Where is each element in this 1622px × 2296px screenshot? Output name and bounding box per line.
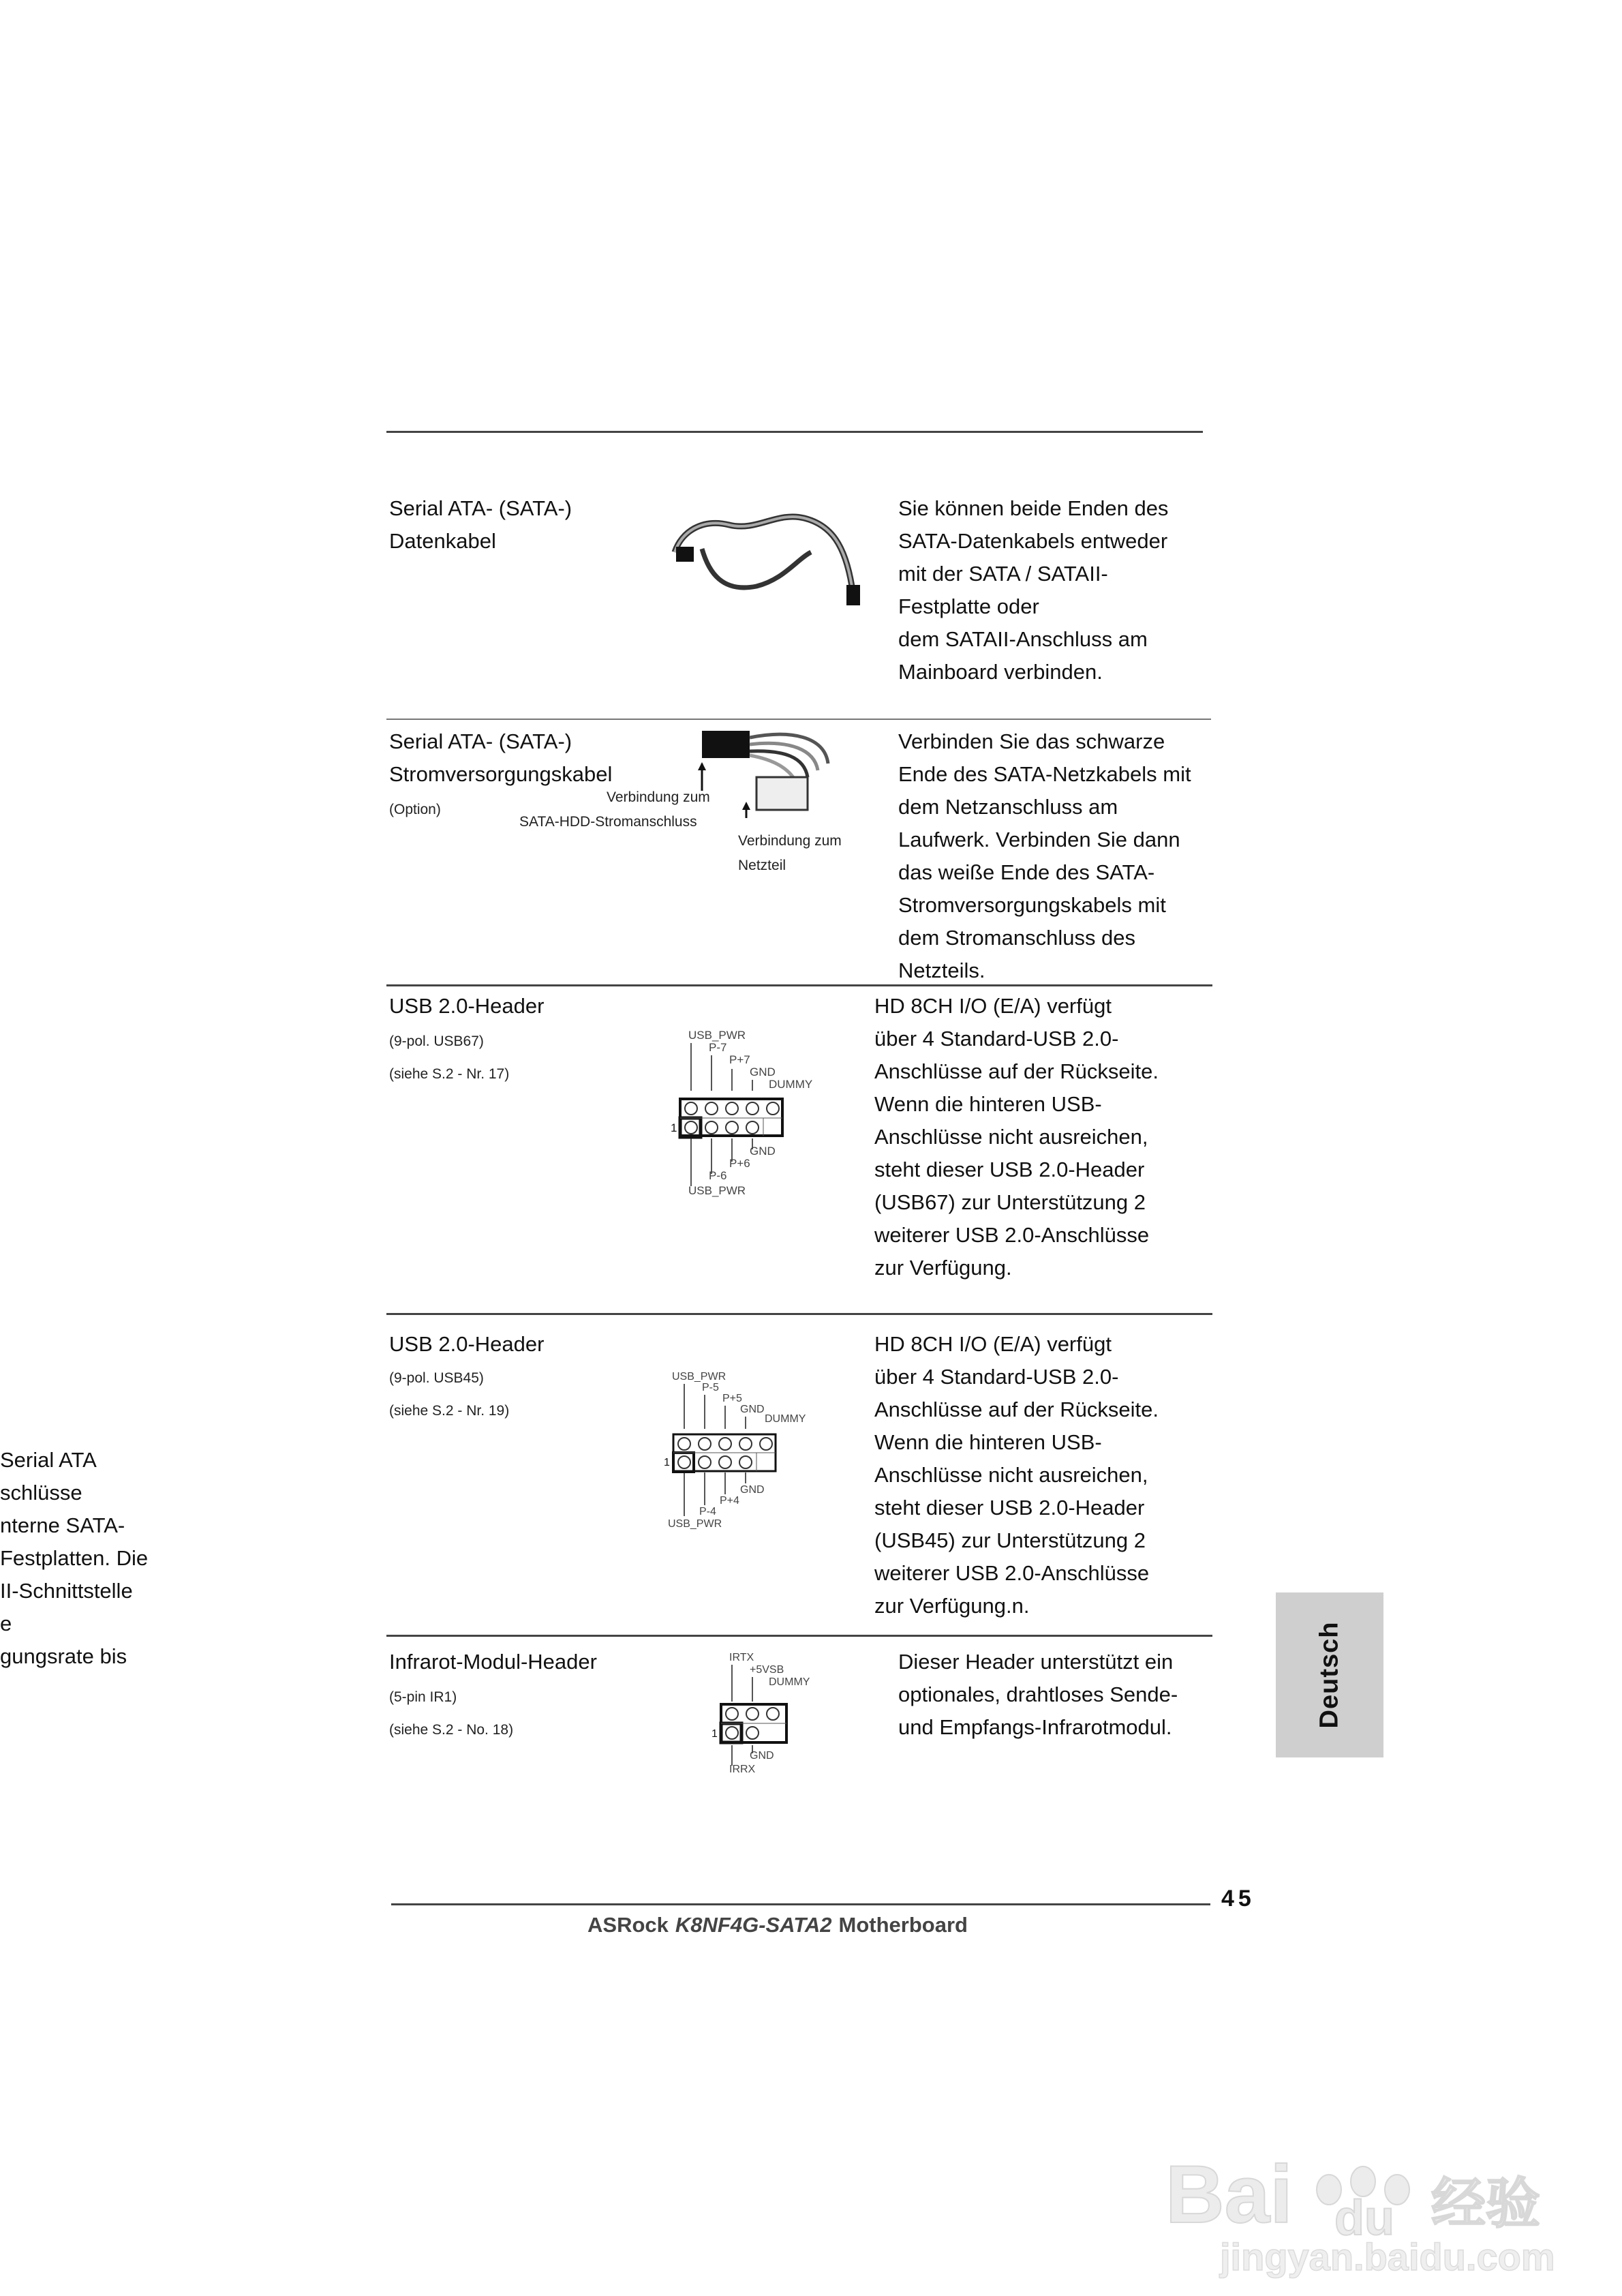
pin-label: P+5 [722,1393,742,1404]
language-tab [1276,1592,1383,1757]
top-rule [386,431,1203,433]
section-title: USB 2.0-Header [389,1332,545,1356]
pin-label: +5VSB [750,1664,784,1676]
footer-text [587,1913,968,1937]
pin-one-label: 1 [671,1121,677,1134]
pin-label: USB_PWR [688,1184,746,1197]
pin-label: P-7 [709,1041,727,1054]
section-note: (5-pin IR1) [389,1689,457,1705]
section-title: USB 2.0-Header [389,994,545,1018]
section-description: HD 8CH I/O (E/A) verfügt über 4 Standard-USB 2.0- Anschlüsse auf der Rückseite. Wenn die hinteren USB- Anschlüsse nicht ausreichen, steht dieser USB 2.0-Header (USB45) zur Unterstützung 2 weiterer USB 2.0-Anschlüsse zur Verfügung.n. [874,1332,1159,1618]
usb-header-pinout [661,1363,845,1541]
callout-hdd: SATA-HDD-Stromanschluss [519,814,697,830]
section-note: (9-pol. USB45) [389,1370,484,1386]
sata-power-cable-image [688,723,866,818]
watermark-cn: 经验 [1431,2172,1540,2235]
pin-one-label: 1 [664,1457,670,1468]
pin-label: GND [750,1750,774,1762]
pin-label: DUMMY [765,1413,806,1425]
pin-label: P-5 [702,1382,719,1393]
pin-label: GND [750,1066,776,1078]
section-title: Serial ATA- (SATA-) [389,729,572,753]
pin-label: P-4 [699,1506,716,1517]
callout-psu: Netzteil [738,858,786,873]
section-subtitle: Stromversorgungskabel [389,762,613,786]
pin-label: IRRX [729,1764,756,1775]
usb-header-pinout [668,1023,852,1207]
section-title: Infrarot-Modul-Header [389,1650,597,1674]
section-note: (9-pol. USB67) [389,1033,484,1049]
section-divider [386,984,1212,986]
callout-psu: Verbindung zum [738,833,842,849]
section-divider [386,1635,1212,1637]
section-title: Serial ATA- (SATA-) [389,496,572,520]
section-divider [386,719,1211,720]
section-note: (siehe S.2 - No. 18) [389,1722,514,1738]
baidu-watermark [1159,2147,1581,2284]
language-tab-label: Deutsch [1315,1621,1344,1729]
pin-label: USB_PWR [668,1518,722,1530]
pin-label: P+7 [729,1053,750,1066]
pin-label: IRTX [729,1652,754,1663]
section-note: (siehe S.2 - Nr. 17) [389,1066,510,1082]
section-note: (siehe S.2 - Nr. 19) [389,1403,510,1419]
pin-label: P+6 [729,1157,750,1170]
callout-hdd: Verbindung zum [607,789,710,805]
footer-brand: ASRock [587,1913,669,1937]
section-description: Sie können beide Enden des SATA-Datenkabels entweder mit der SATA / SATAII- Festplatte oder dem SATAII-Anschluss am Mainboard verbinden. [898,496,1169,684]
footer-rule [391,1903,1210,1905]
footer-model: K8NF4G-SATA2 [675,1913,832,1937]
pin-label: GND [740,1484,765,1496]
section-subtitle: Datenkabel [389,529,496,553]
pin-label: DUMMY [769,1676,810,1688]
ir-header-pinout [709,1650,859,1786]
pin-label: P+4 [720,1495,739,1507]
section-divider [386,1313,1212,1315]
pin-label: GND [740,1404,765,1415]
pin-label: GND [750,1145,776,1158]
pin-label: DUMMY [769,1078,813,1091]
pin-label: USB_PWR [688,1029,746,1042]
section-note: (Option) [389,802,441,817]
pin-label: P-6 [709,1169,727,1182]
pin-one-label: 1 [711,1728,718,1740]
section-description: HD 8CH I/O (E/A) verfügt über 4 Standard-USB 2.0- Anschlüsse auf der Rückseite. Wenn die hinteren USB- Anschlüsse nicht ausreichen, steht dieser USB 2.0-Header (USB67) zur Unterstützung 2 weiterer USB 2.0-Anschlüsse zur Verfügung. [874,994,1159,1280]
left-fragment: Serial ATA schlüsse nterne SATA- Festplatten. Die II-Schnittstelle e gungsrate bis [0,1448,149,1668]
pin-label: USB_PWR [672,1371,726,1383]
section-description: Verbinden Sie das schwarze Ende des SATA-Netzkabels mit dem Netzanschluss am Laufwerk. Verbinden Sie dann das weiße Ende des SATA- Stromversorgungskabels mit dem Stromanschluss des Netzteils. [898,729,1191,982]
section-description: Dieser Header unterstützt ein optionales, drahtloses Sende- und Empfangs-Infrarotmodul. [898,1650,1178,1739]
footer-product: Motherboard [838,1913,968,1937]
watermark-brand2: du [1334,2191,1394,2246]
watermark-brand: Bai [1165,2149,1293,2240]
watermark-url: jingyan.baidu.com [1220,2235,1555,2278]
page-number: 45 [1221,1886,1255,1912]
sata-data-cable-image [654,504,879,627]
